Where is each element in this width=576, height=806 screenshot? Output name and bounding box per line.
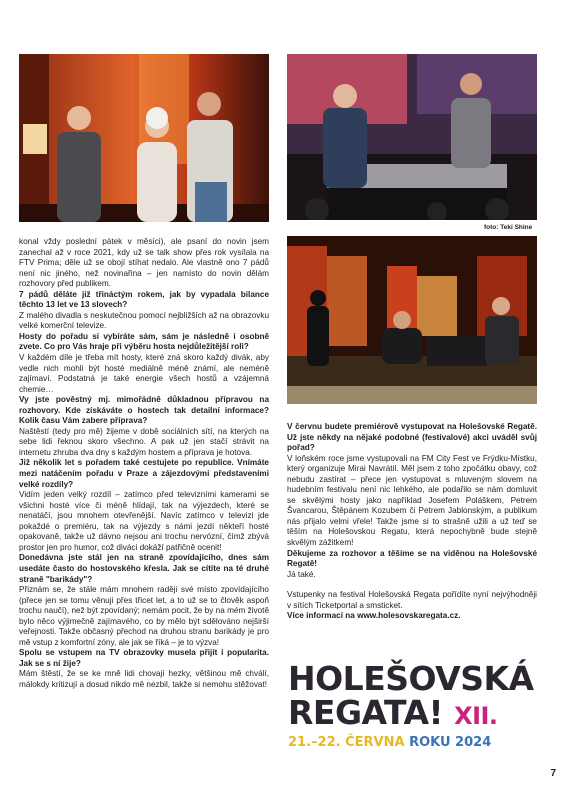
left-question: Již několik let s pořadem také cestujete po republice. Vnímáte mezi natáčením pořadu v Praze a zájezdovými představeními velké rozdíly?: [19, 458, 269, 489]
logo-edition: XII.: [454, 702, 498, 730]
left-question: Spolu se vstupem na TV obrazovky musela přijít i popularita. Jak se s ní žije?: [19, 648, 269, 668]
logo-date-days: 21.–22. ČERVNA: [288, 735, 405, 750]
photo-regata-performance: [287, 236, 537, 404]
logo-regata: REGATA!: [288, 693, 444, 732]
photo-credit: foto: Teki Shine: [484, 224, 533, 231]
right-paragraph: V loňském roce jsme vystupovali na FM City Fest ve Frýdku-Místku, který organizuje Mirai Navrátil. Měl jsem z toho zpočátku obavy, což nebudu zastírat – přece jen vystupovat s mluveným slovem na hudebním festivalu není nic lehkého, ale podařilo se nám domluvit se skvělými hosty jako například Josefem Poláškem, Petrem Švancarou, Štěpánem Kozubem či Petrem Jablonským, a publikum nás přijalo velmi vřele! Takže jsme si to strašně užili a už teď se těším na Holešovskou Regatu, která nepochybně bude stejně skvělým zážitkem!: [287, 453, 537, 548]
left-question: Donedávna jste stál jen na straně zpovídajícího, dnes sám usedáte často do hostovského křesla. Jak se cítíte na té druhé straně "barikády"?: [19, 553, 269, 584]
right-paragraph: Já také.: [287, 569, 316, 579]
left-paragraph: Mám štěstí, že se ke mně lidi chovají hezky, většinou mě chválí, málokdy kritizují a dosud nikdo mě nezbil, takže si nemohu stěžovat!: [19, 669, 269, 689]
logo-date-year: ROKU 2024: [409, 735, 492, 750]
left-paragraph: Vidím jeden velký rozdíl – zatímco před televizními kamerami se všichni hosté více či méně hlídají, tak na výjezdech, které se nenatáčí, jsou mnohem otevřenější. Navíc zatímco v televizi jde pokaždé o premiéru, tak na výjezdy s námi jezdí někteří hosté opakovaně, takže už dávno nejsou ani trochu nervózní, čímž zbývá prostor jen pro humor, což diváci dokáží patřičně ocenit!: [19, 490, 269, 552]
left-paragraph: Přiznám se, že stále mám mnohem raději své místo zpovídajícího (přece jen se tomu věnuji přes třicet let, a to už se to člověk aspoň trochu naučí), než být zpovídaný; nemám pocit, že by na mém životě bylo něco výjimečně zajímavého, co by mělo být sdělováno nejširší veřejnosti. Takže občasný přechod na druhou stranu barikády je pro mě vstup z komfortní zóny, ale jak se říká – je to výzva!: [19, 585, 269, 647]
photo-studio-desk: [287, 54, 537, 220]
left-question: Vy jste pověstný mj. mimořádně důkladnou přípravou na rozhovory. Kde získáváte o hostech tak detailní informace? Kolik času Vám zabere příprava?: [19, 395, 269, 426]
article-right-column: [287, 422, 537, 622]
left-paragraph: Naštěstí (tedy pro mě) žijeme v době sociálních sítí, na kterých na sebe lidi řeknou skoro všechno. A pak už jen stačí strávit na internetu zhruba dva dny s každým hostem a příprava je hotova.: [19, 426, 269, 457]
right-paragraph: Vstupenky na festival Holešovská Regata pořídíte nyní nejvýhodněji v sítích Ticketportal a smsticket.: [287, 590, 537, 610]
left-question: 7 pádů děláte již třináctým rokem, jak by vypadala bilance těchto 13 let ve 13 slovech?: [19, 289, 269, 310]
left-question: Hosty do pořadu si vybíráte sám, sám je následně i osobně zvete. Co pro Vás hraje při výběru hosta nejdůležitější roli?: [19, 331, 269, 352]
festival-logo: [288, 659, 534, 758]
logo-date: [288, 735, 498, 750]
right-question: Více informací na www.holesovskaregata.cz.: [287, 611, 461, 621]
logo-line-1: HOLEŠOVSKÁ: [288, 659, 534, 698]
right-question: Děkujeme za rozhovor a těšíme se na viděnou na Holešovské Regatě!: [287, 548, 537, 569]
right-question: V červnu budete premiérově vystupovat na Holešovské Regatě. Už jste někdy na nějaké podobné (festivalové) akci uváděl svůj pořad?: [287, 422, 537, 453]
left-paragraph: Z malého divadla s neskutečnou pomocí nejbližších až na obrazovku velké komerční televize.: [19, 310, 269, 331]
logo-line-2: [288, 693, 498, 733]
page-number: 7: [550, 768, 556, 779]
article-left-column: [19, 237, 269, 691]
photo-stage-three-guests: [19, 54, 269, 222]
right-spacer: [287, 580, 537, 590]
left-paragraph: konal vždy poslední pátek v měsíci), ale psaní do novin jsem zanechal až v roce 2021, kdy už se talk show přes rok vysílala na FTV Prima; děle už se obojí stíhat nedalo. Ale vlastně ono 7 pádů není nic jiného, než novinařina – jen namísto do novin dělám rozhovory před publikem.: [19, 237, 269, 289]
left-paragraph: V každém díle je třeba mít hosty, které zná skoro každý divák, aby vedle nich mohli být hosté mediálně méně známí, ale neméně zajímaví. Podstatná je také energie všech hostů a vzájemná chemie…: [19, 353, 269, 394]
